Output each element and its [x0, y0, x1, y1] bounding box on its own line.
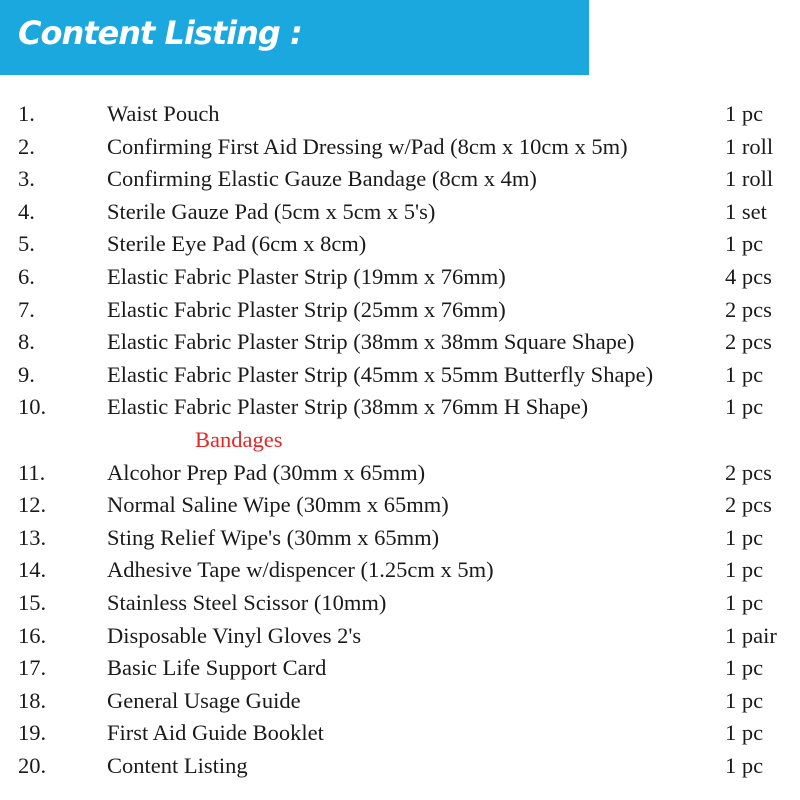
item-number: 15.: [18, 589, 47, 615]
page-title: Content Listing :: [18, 14, 302, 52]
content-list-part1: [0, 99, 800, 425]
item-name: Content Listing: [107, 752, 248, 778]
item-name: Normal Saline Wipe (30mm x 65mm): [107, 492, 449, 518]
section-label: Bandages: [195, 426, 283, 452]
list-item: [0, 555, 800, 588]
item-number: 18.: [18, 687, 47, 713]
list-item: [0, 458, 800, 491]
content-list-part2: [0, 458, 800, 784]
item-quantity: 1 pc: [725, 687, 764, 713]
list-item: [0, 392, 800, 425]
list-item: [0, 588, 800, 621]
item-name: Waist Pouch: [107, 101, 220, 126]
item-name: Disposable Vinyl Gloves 2's: [107, 622, 362, 648]
item-quantity: 1 pc: [725, 524, 764, 550]
list-item: [0, 164, 800, 197]
item-quantity: 1 roll: [725, 166, 774, 192]
item-quantity: 1 pc: [725, 752, 764, 778]
list-item: [0, 653, 800, 686]
item-number: 4.: [18, 198, 35, 224]
item-number: 13.: [18, 524, 47, 550]
item-quantity: 1 set: [725, 198, 767, 224]
item-name: Elastic Fabric Plaster Strip (45mm x 55mm Butterfly Shape): [107, 361, 654, 387]
item-number: 6.: [18, 263, 35, 289]
item-number: 14.: [18, 557, 47, 583]
item-quantity: 4 pcs: [725, 263, 772, 289]
item-number: 10.: [18, 394, 47, 420]
list-item: [0, 99, 800, 132]
item-name: Elastic Fabric Plaster Strip (38mm x 38mm Square Shape): [107, 329, 635, 355]
item-number: 20.: [18, 752, 47, 778]
item-number: 16.: [18, 622, 47, 648]
content-list: [0, 99, 800, 783]
item-name: General Usage Guide: [107, 687, 301, 713]
item-name: Adhesive Tape w/dispencer (1.25cm x 5m): [107, 557, 494, 583]
item-number: 1.: [18, 101, 35, 126]
item-number: 19.: [18, 720, 47, 746]
list-item: [0, 132, 800, 165]
item-quantity: 1 pc: [725, 101, 764, 126]
item-quantity: 1 pc: [725, 589, 764, 615]
item-quantity: 2 pcs: [725, 329, 772, 355]
list-item: [0, 686, 800, 719]
list-item: [0, 490, 800, 523]
section-label-row: [0, 425, 800, 458]
item-number: 17.: [18, 655, 47, 681]
list-item: [0, 327, 800, 360]
item-number: 8.: [18, 329, 35, 355]
item-number: 12.: [18, 492, 47, 518]
item-name: Alcohor Prep Pad (30mm x 65mm): [107, 459, 426, 485]
item-quantity: 1 pc: [725, 361, 764, 387]
list-item: [0, 621, 800, 654]
list-item: [0, 262, 800, 295]
item-number: 11.: [18, 459, 46, 485]
item-number: 5.: [18, 231, 35, 257]
header-banner: [0, 0, 589, 75]
item-quantity: 1 pc: [725, 394, 764, 420]
item-name: Sterile Gauze Pad (5cm x 5cm x 5's): [107, 198, 436, 224]
list-item: [0, 295, 800, 328]
item-number: 2.: [18, 133, 35, 159]
item-name: Elastic Fabric Plaster Strip (38mm x 76mm H Shape): [107, 394, 589, 420]
list-item: [0, 718, 800, 751]
item-quantity: 2 pcs: [725, 459, 772, 485]
item-quantity: 1 roll: [725, 133, 774, 159]
item-quantity: 1 pc: [725, 720, 764, 746]
item-quantity: 1 pair: [725, 622, 777, 648]
item-quantity: 1 pc: [725, 557, 764, 583]
item-quantity: 1 pc: [725, 655, 764, 681]
item-quantity: 1 pc: [725, 231, 764, 257]
list-item: [0, 751, 800, 784]
item-number: 9.: [18, 361, 35, 387]
item-name: Elastic Fabric Plaster Strip (25mm x 76mm): [107, 296, 506, 322]
item-name: Elastic Fabric Plaster Strip (19mm x 76mm): [107, 263, 506, 289]
list-item: [0, 523, 800, 556]
item-name: Stainless Steel Scissor (10mm): [107, 589, 387, 615]
item-number: 3.: [18, 166, 35, 192]
item-number: 7.: [18, 296, 35, 322]
item-name: Basic Life Support Card: [107, 655, 327, 681]
item-name: Confirming First Aid Dressing w/Pad (8cm x 10cm x 5m): [107, 133, 628, 159]
item-quantity: 2 pcs: [725, 296, 772, 322]
list-item: [0, 229, 800, 262]
list-item: [0, 197, 800, 230]
item-quantity: 2 pcs: [725, 492, 772, 518]
list-item: [0, 360, 800, 393]
item-name: Sterile Eye Pad (6cm x 8cm): [107, 231, 367, 257]
item-name: First Aid Guide Booklet: [107, 720, 324, 746]
item-name: Sting Relief Wipe's (30mm x 65mm): [107, 524, 440, 550]
item-name: Confirming Elastic Gauze Bandage (8cm x 4m): [107, 166, 537, 192]
